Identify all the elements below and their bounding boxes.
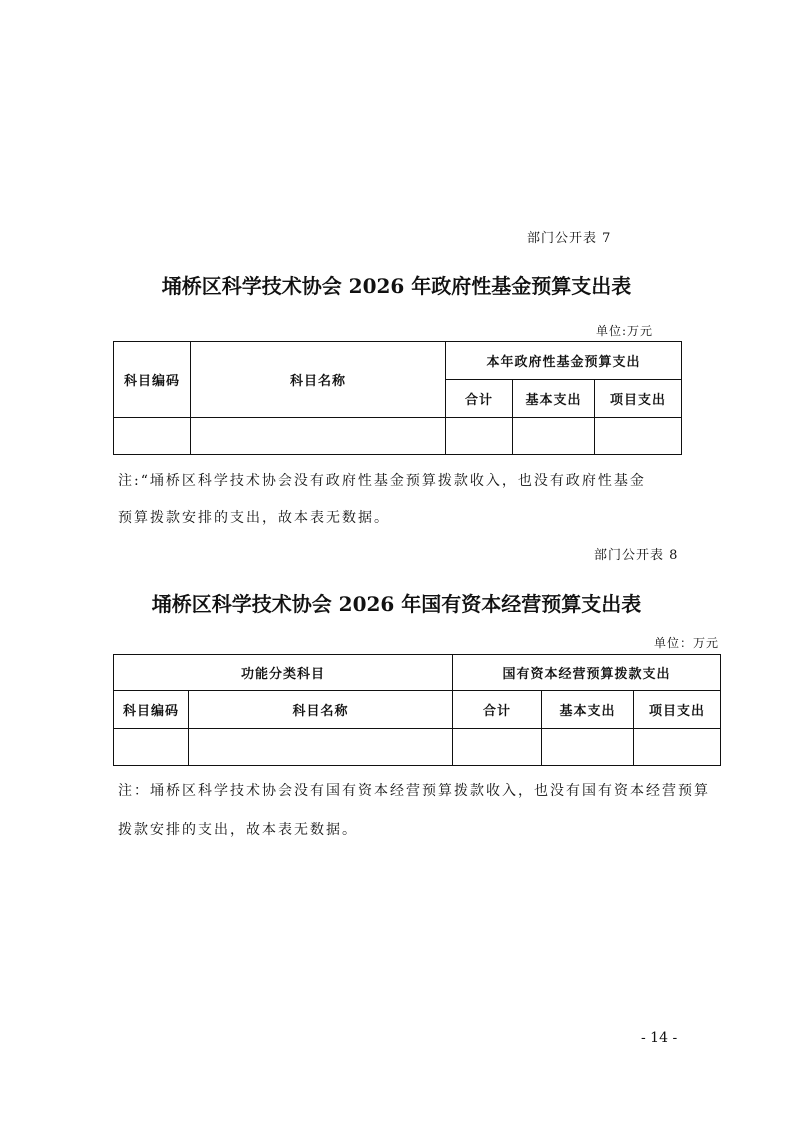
table-cell <box>114 418 191 455</box>
public-table-label: 部门公开表 7 <box>527 231 612 246</box>
header-budget-group: 国有资本经营预算拨款支出 <box>453 655 721 691</box>
budget-table-8 <box>113 654 721 766</box>
budget-table-7 <box>113 341 682 455</box>
header-project: 项目支出 <box>595 380 682 418</box>
header-project: 项目支出 <box>634 691 721 729</box>
unit-label: 单位：万元 <box>654 636 720 650</box>
header-basic: 基本支出 <box>542 691 634 729</box>
header-basic: 基本支出 <box>513 380 595 418</box>
table-cell <box>189 729 453 766</box>
header-function-group: 功能分类科目 <box>114 655 453 691</box>
note-line: 注：埇桥区科学技术协会没有国有资本经营预算拨款收入，也没有国有资本经营预算 <box>118 783 710 799</box>
header-name: 科目名称 <box>189 691 453 729</box>
table-cell <box>114 729 189 766</box>
public-table-label: 部门公开表 8 <box>594 548 679 563</box>
table-cell <box>634 729 721 766</box>
unit-label: 单位:万元 <box>596 324 654 338</box>
header-total: 合计 <box>453 691 542 729</box>
table-cell <box>191 418 446 455</box>
header-code: 科目编码 <box>114 691 189 729</box>
table-cell <box>446 418 513 455</box>
note-line: 注:“埇桥区科学技术协会没有政府性基金预算拨款收入，也没有政府性基金 <box>118 473 646 489</box>
header-code: 科目编码 <box>114 342 191 418</box>
page-number: - 14 - <box>641 1030 678 1046</box>
table-title: 埇桥区科学技术协会 2026 年政府性基金预算支出表 <box>161 274 632 298</box>
header-total: 合计 <box>446 380 513 418</box>
table-title: 埇桥区科学技术协会 2026 年国有资本经营预算支出表 <box>151 592 642 616</box>
note-line: 预算拨款安排的支出，故本表无数据。 <box>118 510 390 526</box>
table-cell <box>513 418 595 455</box>
header-name: 科目名称 <box>191 342 446 418</box>
table-cell <box>595 418 682 455</box>
note-line: 拨款安排的支出，故本表无数据。 <box>118 822 358 838</box>
table-cell <box>453 729 542 766</box>
table-cell <box>542 729 634 766</box>
header-group: 本年政府性基金预算支出 <box>446 342 682 380</box>
